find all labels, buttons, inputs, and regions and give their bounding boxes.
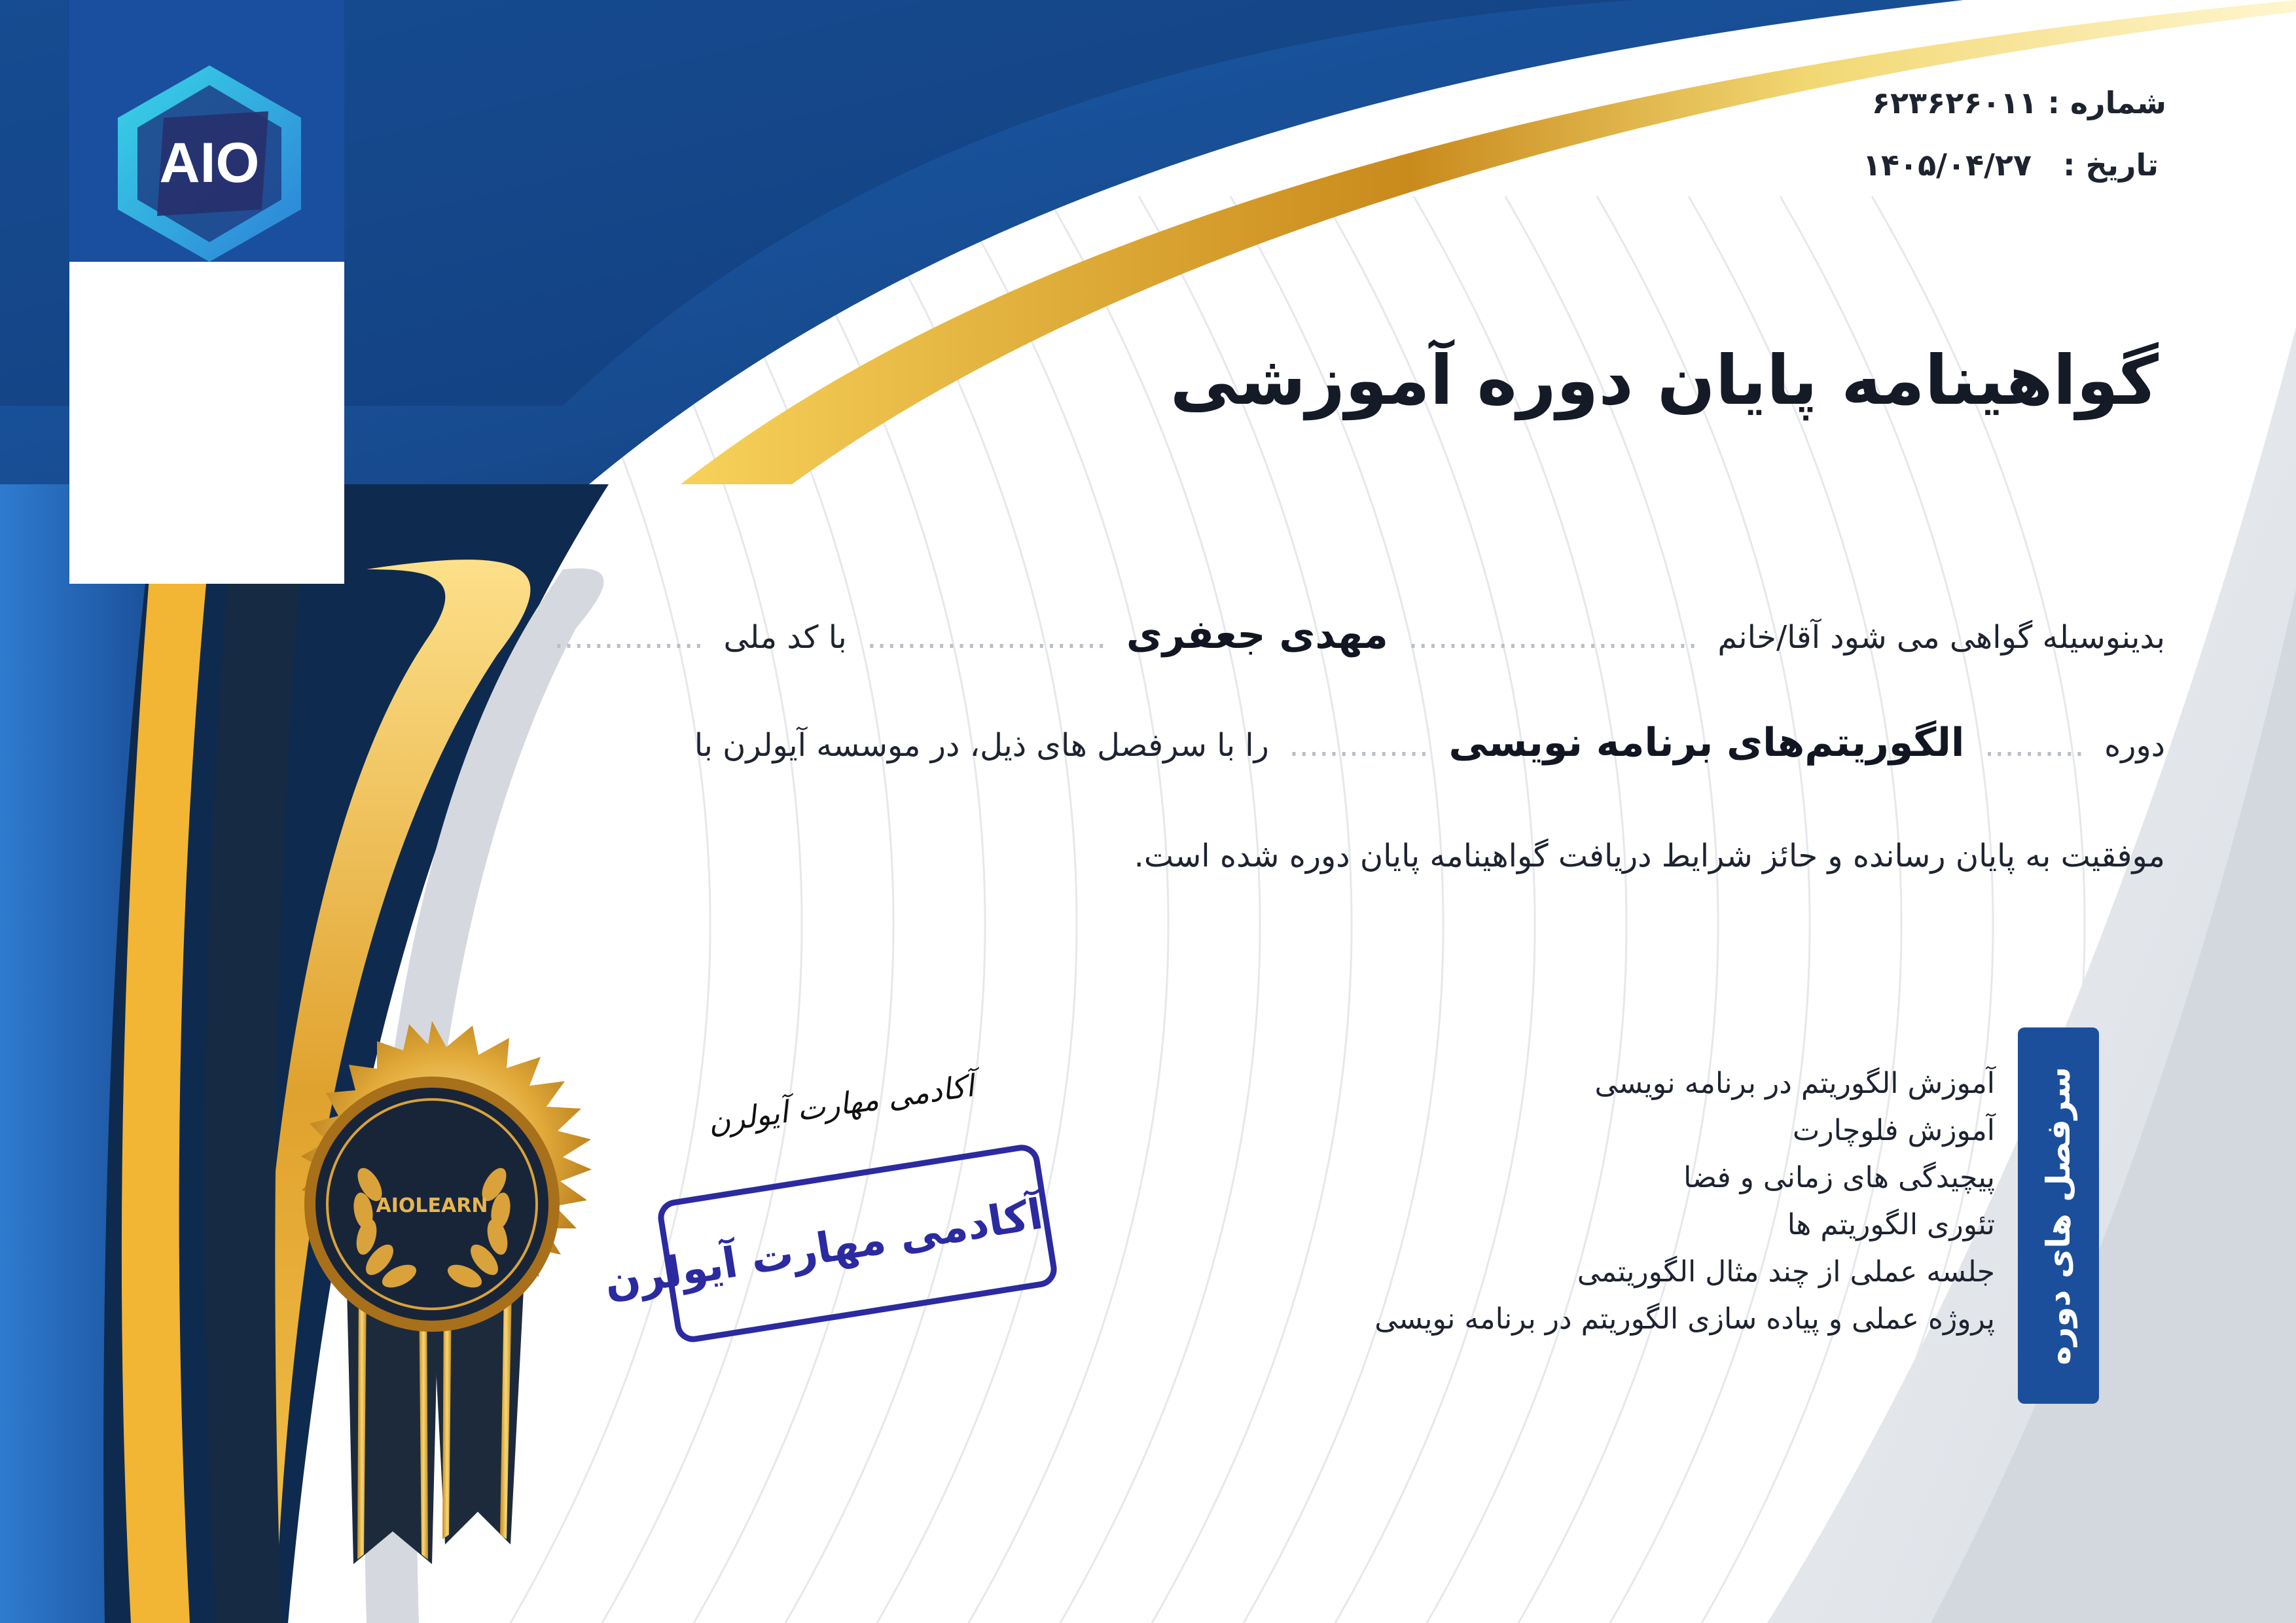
list-item: آموزش فلوچارت	[1792, 1114, 1995, 1147]
dots: ...............	[554, 619, 714, 656]
topics-list	[1013, 1060, 1995, 1343]
body-line-1	[554, 612, 2165, 658]
number-label: شماره :	[2047, 85, 2166, 120]
line1-prefix: بدینوسیله گواهی می شود آقا/خانم	[1717, 619, 2165, 656]
topics-heading-tag	[2018, 1027, 2099, 1404]
line2-suffix: را با سرفصل های ذیل، در موسسه آیولرن با	[694, 727, 1269, 764]
list-item: پیچیدگی های زمانی و فضا	[1683, 1161, 1995, 1194]
dots: .............................	[1398, 619, 1708, 656]
line1-suffix: با کد ملی	[723, 619, 847, 656]
list-item: تئوری الگوریتم ها	[1787, 1208, 1995, 1241]
signature: آکادمی مهارت آیولرن	[706, 1067, 977, 1141]
dots: ..............	[1279, 727, 1439, 764]
list-item: آموزش الگوریتم در برنامه نویسی	[1594, 1067, 1995, 1100]
dots: ..........	[1974, 727, 2094, 764]
award-seal	[236, 1008, 628, 1564]
certificate-number	[1872, 85, 2166, 120]
stamp-text: آکادمی مهارت آیولرن	[601, 1190, 1047, 1308]
line2-prefix: دوره	[2104, 727, 2165, 764]
logo-text: AIO	[159, 132, 260, 194]
number-value: ۶۲۳۶۲۶۰۱۱	[1871, 85, 2037, 120]
course-name: الگوریتم‌های برنامه نویسی	[1448, 720, 1965, 766]
dots: ........................	[856, 619, 1117, 656]
list-item: پروژه عملی و پیاده سازی الگوریتم در برنامه نویسی	[1374, 1302, 1995, 1336]
body-line-2	[694, 720, 2165, 766]
certificate-date	[1863, 147, 2159, 183]
seal-text: AIOLEARN	[376, 1194, 488, 1217]
date-label: تاریخ :	[2063, 147, 2159, 183]
photo-placeholder	[69, 262, 344, 584]
certificate-title: گواهینامه پایان دوره آموزشی	[1170, 340, 2159, 420]
body-line-3: موفقیت به پایان رسانده و حائز شرایط دریافت گواهینامه پایان دوره شده است.	[1134, 838, 2165, 874]
list-item: جلسه عملی از چند مثال الگوریتمی	[1577, 1255, 1995, 1289]
topics-heading: سرفصل های دوره	[2039, 1066, 2077, 1365]
recipient-name: مهدی جعفری	[1126, 612, 1388, 658]
aio-logo	[105, 59, 314, 268]
date-value: ۱۴۰۵/۰۴/۲۷	[1862, 147, 2032, 183]
